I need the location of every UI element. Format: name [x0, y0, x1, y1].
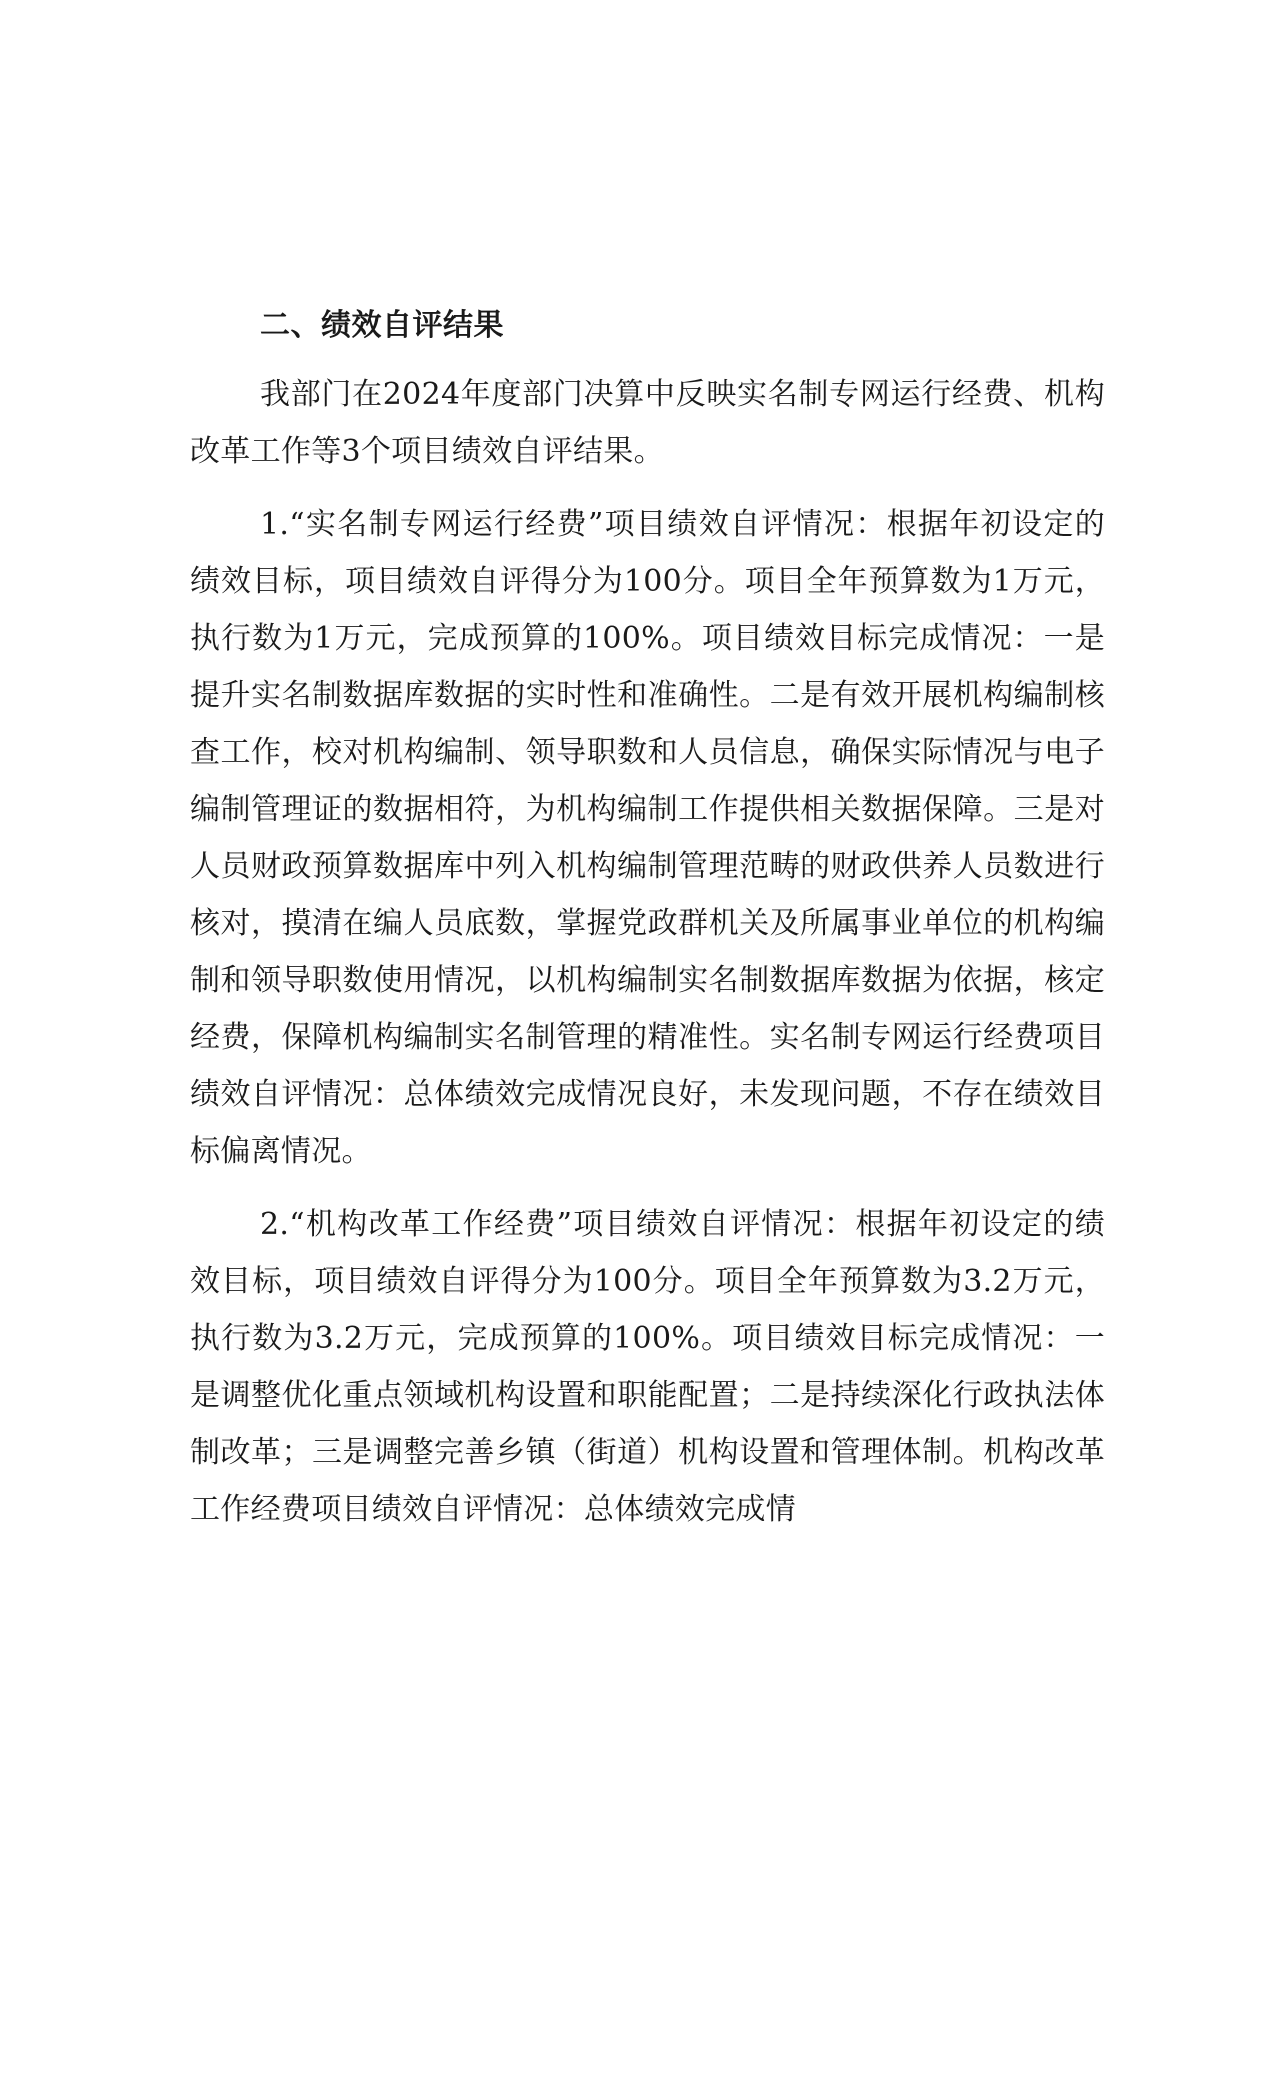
intro-paragraph: 我部门在2024年度部门决算中反映实名制专网运行经费、机构改革工作等3个项目绩效自评结果。	[190, 377, 1105, 469]
body-text-column	[190, 296, 1105, 1538]
item-paragraph-institutional-reform: 2.“机构改革工作经费”项目绩效自评情况：根据年初设定的绩效目标，项目绩效自评得分为100分。项目全年预算数为3.2万元，执行数为3.2万元，完成预算的100%。项目绩效目标完成情况：一是调整优化重点领域机构设置和职能配置；二是持续深化行政执法体制改革；三是调整完善乡镇（街道）机构设置和管理体制。机构改革工作经费项目绩效自评情况：总体绩效完成情	[190, 1207, 1105, 1527]
section-heading: 二、绩效自评结果	[260, 308, 504, 343]
item-paragraph-realname-network: 1.“实名制专网运行经费”项目绩效自评情况：根据年初设定的绩效目标，项目绩效自评得分为100分。项目全年预算数为1万元，执行数为1万元，完成预算的100%。项目绩效目标完成情况：一是提升实名制数据库数据的实时性和准确性。二是有效开展机构编制核查工作，校对机构编制、领导职数和人员信息，确保实际情况与电子编制管理证的数据相符，为机构编制工作提供相关数据保障。三是对人员财政预算数据库中列入机构编制管理范畴的财政供养人员数进行核对，摸清在编人员底数，掌握党政群机关及所属事业单位的机构编制和领导职数使用情况，以机构编制实名制数据库数据为依据，核定经费，保障机构编制实名制管理的精准性。实名制专网运行经费项目绩效自评情况：总体绩效完成情况良好，未发现问题，不存在绩效目标偏离情况。	[190, 507, 1105, 1169]
